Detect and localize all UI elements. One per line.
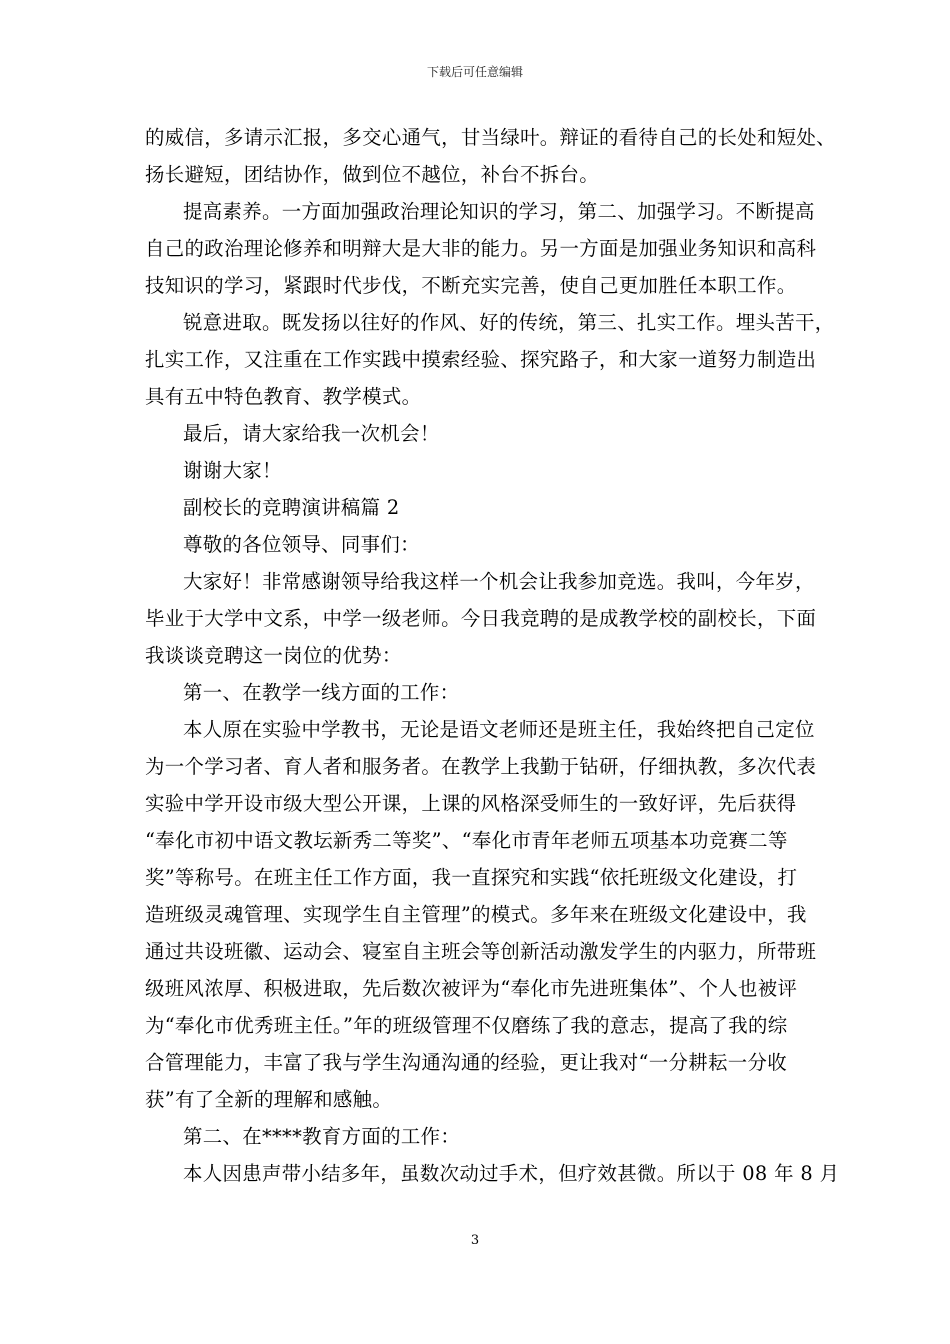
subheading-line: 第二、在****教育方面的工作： bbox=[183, 1125, 461, 1148]
subheading-line: 第一、在教学一线方面的工作： bbox=[183, 681, 460, 704]
body-line: 获”有了全新的理解和感触。 bbox=[145, 1088, 393, 1111]
body-line: 通过共设班徽、运动会、寝室自主班会等创新活动激发学生的内驱力，所带班 bbox=[145, 940, 817, 963]
body-line: 合管理能力，丰富了我与学生沟通沟通的经验，更让我对“一分耕耘一分收 bbox=[145, 1051, 787, 1074]
paragraph-start-line: 提高素养。一方面加强政治理论知识的学习，第二、加强学习。不断提高 bbox=[183, 200, 815, 223]
body-line: 为一个学习者、育人者和服务者。在教学上我勤于钻研，仔细执教，多次代表 bbox=[145, 755, 817, 778]
body-line: 具有五中特色教育、教学模式。 bbox=[145, 385, 422, 408]
paragraph-start-line: 本人因患声带小结多年，虽数次动过手术，但疗效甚微。所以于 08 年 8 月 bbox=[183, 1162, 840, 1185]
paragraph-start-line: 谢谢大家！ bbox=[183, 459, 282, 482]
paragraph-start-line: 大家好！非常感谢领导给我这样一个机会让我参加竞选。我叫，今年岁， bbox=[183, 570, 815, 593]
body-line: 扎实工作，又注重在工作实践中摸索经验、探究路子，和大家一道努力制造出 bbox=[145, 348, 817, 371]
document-body bbox=[145, 119, 840, 1192]
salutation-line: 尊敬的各位领导、同事们： bbox=[183, 533, 420, 556]
body-line: 级班风浓厚、积极进取，先后数次被评为“奉化市先进班集体”、个人也被评 bbox=[145, 977, 798, 1000]
body-line: 的威信，多请示汇报，多交心通气，甘当绿叶。辩证的看待自己的长处和短处、 bbox=[145, 126, 836, 149]
body-line: 毕业于大学中文系，中学一级老师。今日我竞聘的是成教学校的副校长，下面 bbox=[145, 607, 817, 630]
page-number: 3 bbox=[470, 1233, 480, 1248]
body-line: 造班级灵魂管理、实现学生自主管理”的模式。多年来在班级文化建设中，我 bbox=[145, 903, 807, 926]
page-header: 下载后可任意编辑 bbox=[426, 65, 523, 79]
body-line: 奖”等称号。在班主任工作方面，我一直探究和实践“依托班级文化建设，打 bbox=[145, 866, 798, 889]
body-line: 自己的政治理论修养和明辩大是大非的能力。另一方面是加强业务知识和高科 bbox=[145, 237, 817, 260]
body-line: 为“奉化市优秀班主任。”年的班级管理不仅磨练了我的意志，提高了我的综 bbox=[145, 1014, 788, 1037]
body-line: 技知识的学习，紧跟时代步伐，不断充实完善，使自己更加胜任本职工作。 bbox=[145, 274, 797, 297]
paragraph-start-line: 最后，请大家给我一次机会！ bbox=[183, 422, 440, 445]
paragraph-start-line: 锐意进取。既发扬以往好的作风、好的传统，第三、扎实工作。埋头苦干， bbox=[183, 311, 835, 334]
section-title: 副校长的竞聘演讲稿篇 2 bbox=[183, 496, 400, 519]
paragraph-start-line: 本人原在实验中学教书，无论是语文老师还是班主任，我始终把自己定位 bbox=[183, 718, 815, 741]
body-line: 实验中学开设市级大型公开课，上课的风格深受师生的一致好评，先后获得 bbox=[145, 792, 797, 815]
body-line: 扬长避短，团结协作，做到位不越位，补台不拆台。 bbox=[145, 163, 600, 186]
body-line: 我谈谈竞聘这一岗位的优势： bbox=[145, 644, 402, 667]
body-line: “奉化市初中语文教坛新秀二等奖”、“奉化市青年老师五项基本功竞赛二等 bbox=[145, 829, 788, 852]
